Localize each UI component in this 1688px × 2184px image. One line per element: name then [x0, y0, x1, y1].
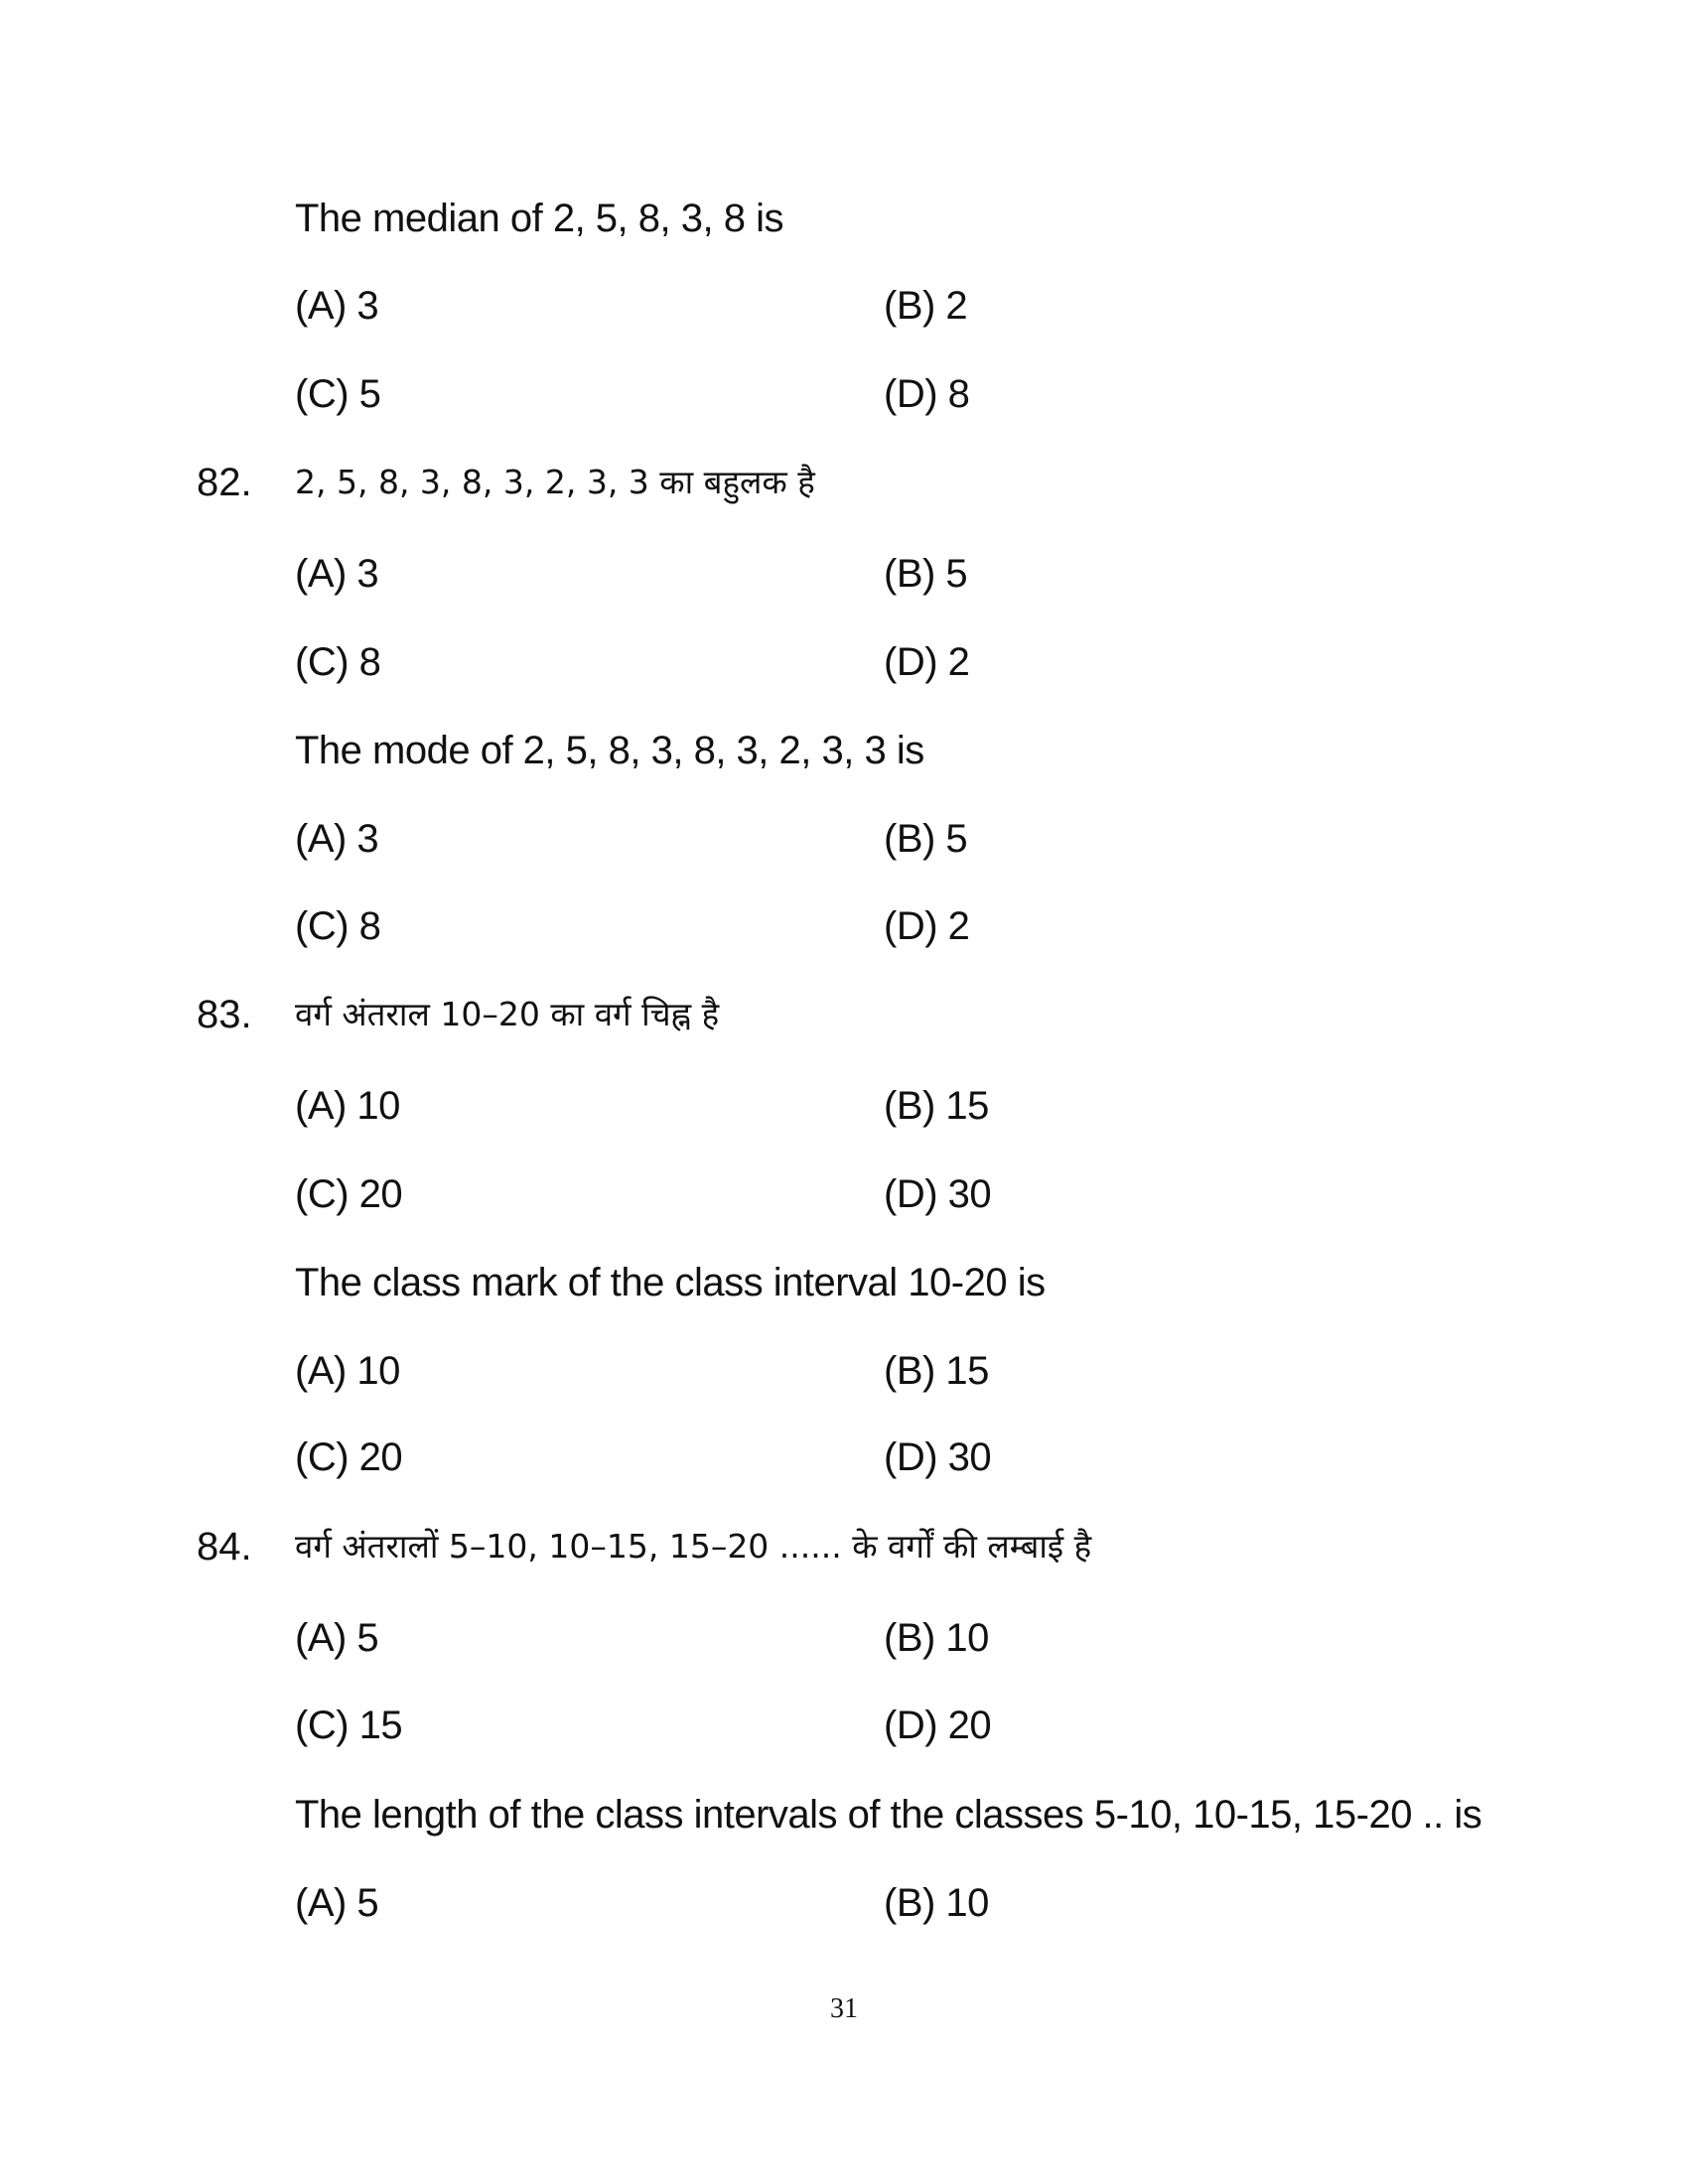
option-a: (A) 5 — [295, 1881, 379, 1925]
option-d: (D) 2 — [884, 640, 970, 684]
question-stem: The mode of 2, 5, 8, 3, 8, 3, 2, 3, 3 is — [295, 729, 924, 772]
option-c: (C) 8 — [295, 640, 381, 684]
option-a: (A) 5 — [295, 1616, 379, 1660]
page-number: 31 — [830, 1993, 858, 2024]
option-d: (D) 8 — [884, 372, 970, 416]
option-d: (D) 30 — [884, 1435, 992, 1479]
question-number: 84. — [197, 1525, 252, 1569]
question-stem: The length of the class intervals of the classes 5-10, 10-15, 15-20 .. is — [295, 1793, 1482, 1837]
question-stem: The median of 2, 5, 8, 3, 8 is — [295, 197, 783, 240]
option-c: (C) 8 — [295, 904, 381, 948]
option-b: (B) 2 — [884, 284, 968, 328]
question-stem: 2, 5, 8, 3, 8, 3, 2, 3, 3 का बहुलक है — [295, 463, 815, 501]
option-b: (B) 15 — [884, 1349, 989, 1393]
option-c: (C) 20 — [295, 1172, 403, 1216]
option-b: (B) 5 — [884, 817, 968, 861]
question-stem: The class mark of the class interval 10-20 is — [295, 1261, 1046, 1304]
option-a: (A) 3 — [295, 552, 379, 596]
option-a: (A) 10 — [295, 1349, 400, 1393]
option-b: (B) 10 — [884, 1616, 989, 1660]
option-c: (C) 20 — [295, 1435, 403, 1479]
question-number: 83. — [197, 993, 252, 1036]
option-c: (C) 5 — [295, 372, 381, 416]
option-d: (D) 2 — [884, 904, 970, 948]
option-a: (A) 3 — [295, 284, 379, 328]
option-a: (A) 10 — [295, 1084, 400, 1128]
option-d: (D) 30 — [884, 1172, 992, 1216]
option-a: (A) 3 — [295, 817, 379, 861]
question-stem: वर्ग अंतराल 10–20 का वर्ग चिह्न है — [295, 995, 720, 1033]
option-b: (B) 15 — [884, 1084, 989, 1128]
question-number: 82. — [197, 461, 252, 504]
option-b: (B) 5 — [884, 552, 968, 596]
question-stem: वर्ग अंतरालों 5–10, 10–15, 15–20 ...... के वर्गों की लम्बाई है — [295, 1527, 1092, 1566]
option-d: (D) 20 — [884, 1704, 992, 1747]
option-b: (B) 10 — [884, 1881, 989, 1925]
option-c: (C) 15 — [295, 1704, 403, 1747]
